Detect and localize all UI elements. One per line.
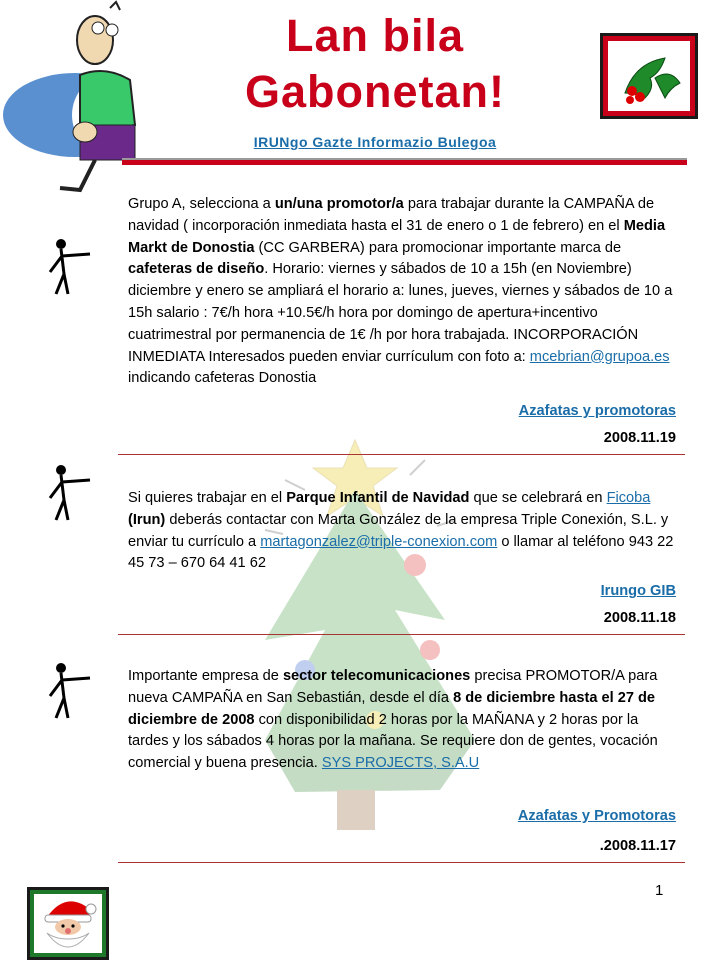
page-number: 1 — [655, 882, 664, 899]
subtitle-link[interactable]: IRUNgo Gazte Informazio Bulegoa — [253, 134, 497, 150]
title-line-2: Gabonetan! — [244, 66, 505, 117]
category-link[interactable]: Azafatas y promotoras — [518, 403, 676, 419]
text: precisa PROMOTOR/A para nueva CAMPAÑA en San Sebastián, desde el día — [128, 668, 658, 706]
bold-text: Media Markt de Donostia — [128, 217, 666, 256]
text: Grupo A, selecciona a — [128, 196, 275, 212]
entry-2-text — [128, 488, 680, 575]
category-link[interactable]: Azafatas y Promotoras — [517, 808, 676, 824]
bold-text: sector telecomunicaciones — [282, 668, 471, 684]
text: indicando cafeteras Donostia — [128, 370, 317, 387]
text: deberás contactar con Marta González de la empresa Triple Conexión, S.L. y enviar tu currículo a — [128, 511, 669, 550]
email-link[interactable]: martagonzalez@triple-conexion.com — [260, 533, 498, 550]
category-link[interactable]: Irungo GIB — [600, 583, 676, 599]
email-link[interactable]: mcebrian@grupoa.es — [529, 348, 670, 365]
bold-text: (Irun) — [128, 511, 166, 528]
page-title — [190, 8, 560, 120]
header-rule — [122, 160, 687, 165]
running-cartoon-man — [0, 0, 150, 200]
bold-text: cafeteras de diseño — [128, 261, 265, 278]
text: para trabajar durante la CAMPAÑA de navidad ( incorporación inmediata hasta el 31 de enero o 1 de febrero) en el — [128, 196, 655, 234]
text: con disponibilidad 2 horas por la MAÑANA y 2 horas por la tardes y los sábados 4 horas por la mañana. Se requiere don de gentes, vocación comercial y buena presencia. — [128, 711, 658, 772]
stick-figure-icon — [44, 236, 94, 298]
entry-separator — [118, 454, 685, 455]
text: . Horario: viernes y sábados de 10 a 15h (en Noviembre) diciembre y enero se ampliará el horario a: lunes, jueves, viernes y sábados de 10 a 15h salario : 7€/h hora +10.5€/h hora por domingo de apertura+incentivo cuatrimestral por permanencia de 1€ /h por hora trabajada. INCORPORACIÓN INMEDIATA Interesados pueden enviar currículum con foto a: — [128, 261, 673, 365]
ficoba-link[interactable]: Ficoba — [606, 490, 651, 506]
stick-figure-icon — [44, 660, 94, 722]
title-line-1: Lan bila — [285, 10, 465, 61]
entry-separator — [118, 634, 685, 635]
entry-date: 2008.11.18 — [603, 610, 676, 626]
text: que se celebrará en — [469, 490, 607, 506]
entry-date: 2008.11.19 — [603, 430, 676, 446]
entry-separator — [118, 862, 685, 863]
text: o llamar al teléfono 943 22 45 73 – 670 64 41 62 — [128, 533, 674, 572]
bold-text: Parque Infantil de Navidad — [286, 490, 470, 506]
stick-figure-icon — [44, 462, 94, 524]
entry-date: .2008.11.17 — [599, 838, 676, 854]
sys-projects-link[interactable]: SYS PROJECTS, S.A.U — [321, 755, 480, 772]
text: Importante empresa de — [128, 668, 283, 684]
text: (CC GARBERA) para promocionar importante marca de — [254, 239, 622, 256]
santa-claus-icon — [27, 887, 109, 960]
entry-1-text — [128, 194, 680, 390]
entry-3-text — [128, 666, 680, 775]
bold-text: un/una promotor/a — [274, 196, 404, 212]
bold-text: 8 de diciembre hasta el 27 de diciembre de 2008 — [128, 689, 656, 728]
holly-icon — [600, 33, 698, 119]
text: Si quieres trabajar en el — [128, 490, 287, 506]
